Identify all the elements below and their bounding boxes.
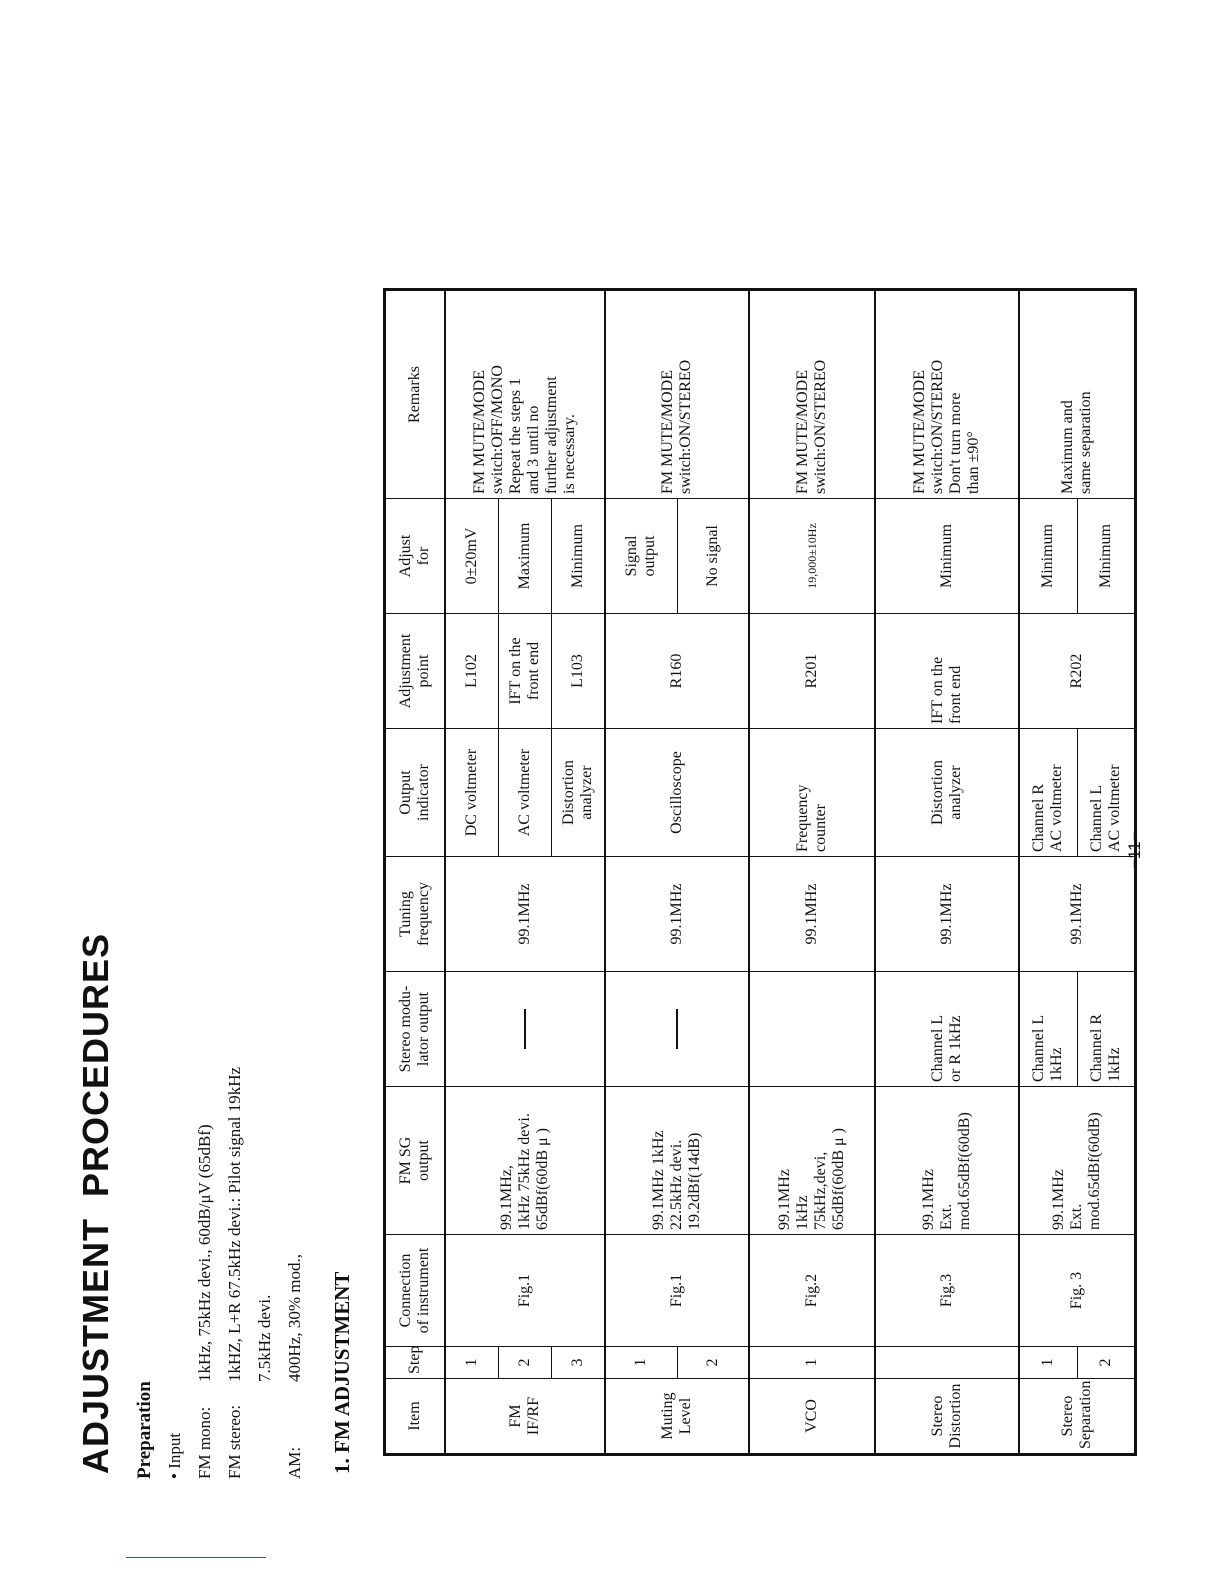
- stereo-mod-cell: Channel L 1kHz: [1019, 972, 1077, 1087]
- adj-point-cell: R202: [1019, 614, 1136, 729]
- item-cell: Stereo Distortion: [875, 1379, 1019, 1455]
- adjust-for-cell: Minimum: [1077, 499, 1135, 614]
- remarks-cell: FM MUTE/MODE switch:ON/STEREO Don't turn more than ±90°: [875, 290, 1019, 499]
- output-cell: Channel L AC voltmeter: [1077, 729, 1135, 857]
- table-row: [875, 290, 1019, 1455]
- output-cell: Distortion analyzer: [875, 729, 1019, 857]
- adj-point-cell: R160: [605, 614, 750, 729]
- fm-sg-cell: 99.1MHz Ext. mod.65dBf(60dB): [1019, 1087, 1136, 1235]
- stereo-mod-cell: [749, 972, 875, 1087]
- output-cell: Frequency counter: [749, 729, 875, 857]
- adjust-for-cell: Signal output: [605, 499, 677, 614]
- tuning-cell: 99.1MHz: [1019, 857, 1136, 972]
- fm-mono-value: 1kHz, 75kHz devi., 60dB/μV (65dBf): [195, 1124, 214, 1382]
- header-row: [385, 290, 445, 1455]
- header-step: Step: [385, 1347, 445, 1379]
- output-cell: AC voltmeter: [498, 729, 551, 857]
- adjust-for-cell: 19,000±10Hz: [749, 499, 875, 614]
- remarks-cell: FM MUTE/MODE switch:ON/STEREO: [749, 290, 875, 499]
- header-fm-sg-output: FM SG output: [385, 1087, 445, 1235]
- header-stereo-modulator: Stereo modu- lator output: [385, 972, 445, 1087]
- header-connection: Connection of instrument: [385, 1235, 445, 1347]
- table-row: [445, 290, 498, 1455]
- adjust-for-cell: Minimum: [1019, 499, 1077, 614]
- item-cell: VCO: [749, 1379, 875, 1455]
- preparation-block: [130, 1067, 310, 1479]
- dash-mark: [524, 1009, 526, 1049]
- step-cell: 1: [749, 1347, 875, 1379]
- header-output-indicator: Output indicator: [385, 729, 445, 857]
- fm-adjustment-table: [383, 288, 1137, 1456]
- header-adjust-for: Adjust for: [385, 499, 445, 614]
- output-cell: Channel R AC voltmeter: [1019, 729, 1077, 857]
- am-row: [280, 1067, 310, 1479]
- am-label: AM:: [285, 1446, 304, 1479]
- connection-cell: Fig. 3: [1019, 1235, 1136, 1347]
- table-row: [605, 290, 677, 1455]
- output-cell: DC voltmeter: [445, 729, 498, 857]
- connection-cell: Fig.1: [445, 1235, 605, 1347]
- section-title: 1. FM ADJUSTMENT: [330, 1271, 354, 1474]
- adj-point-cell: R201: [749, 614, 875, 729]
- step-cell: 1: [1019, 1347, 1077, 1379]
- step-cell: 2: [677, 1347, 749, 1379]
- step-cell: 1: [445, 1347, 498, 1379]
- fm-stereo-row: [220, 1067, 250, 1479]
- stereo-mod-cell: Channel R 1kHz: [1077, 972, 1135, 1087]
- output-cell: Oscilloscope: [605, 729, 750, 857]
- tuning-cell: 99.1MHz: [749, 857, 875, 972]
- adjust-for-cell: Maximum: [498, 499, 551, 614]
- step-cell: 1: [605, 1347, 677, 1379]
- tuning-cell: 99.1MHz: [445, 857, 605, 972]
- fm-stereo-continuation: 7.5kHz devi.: [255, 1294, 274, 1382]
- item-cell: Stereo Separation: [1019, 1379, 1136, 1455]
- input-bullet: • Input: [165, 1432, 184, 1479]
- table-row: [1019, 290, 1077, 1455]
- header-item: Item: [385, 1379, 445, 1455]
- remarks-cell: Maximum and same separation: [1019, 290, 1136, 499]
- adjust-for-cell: 0±20mV: [445, 499, 498, 614]
- step-cell: 2: [1077, 1347, 1135, 1379]
- stereo-mod-cell: [605, 972, 750, 1087]
- adj-point-cell: L103: [551, 614, 604, 729]
- fm-mono-label: FM mono:: [195, 1406, 214, 1479]
- header-remarks: Remarks: [385, 290, 445, 499]
- stereo-mod-cell: Channel L or R 1kHz: [875, 972, 1019, 1087]
- fm-sg-cell: 99.1MHz, 1kHz 75kHz devi. 65dBf(60dB μ ): [445, 1087, 605, 1235]
- adjust-for-cell: Minimum: [551, 499, 604, 614]
- fm-stereo-value: 1kHZ, L+R 67.5kHz devi.: Pilot signal 19kHz: [225, 1066, 244, 1382]
- tuning-cell: 99.1MHz: [605, 857, 750, 972]
- connection-cell: Fig.1: [605, 1235, 750, 1347]
- fm-mono-row: [190, 1067, 220, 1479]
- page-title: ADJUSTMENT PROCEDURES: [75, 932, 116, 1474]
- output-cell: Distortion analyzer: [551, 729, 604, 857]
- tuning-cell: 99.1MHz: [875, 857, 1019, 972]
- page-number: −11−: [1125, 831, 1144, 869]
- am-value: 400Hz, 30% mod.,: [285, 1254, 304, 1382]
- adj-point-cell: L102: [445, 614, 498, 729]
- fm-sg-cell: 99.1MHz Ext. mod.65dBf(60dB): [875, 1087, 1019, 1235]
- header-tuning-frequency: Tuning frequency: [385, 857, 445, 972]
- footer-rule: [126, 1557, 266, 1558]
- remarks-cell: FM MUTE/MODE switch:OFF/MONO Repeat the steps 1 and 3 until no further adjustment is necessary.: [445, 290, 605, 499]
- fm-sg-cell: 99.1MHz 1kHz 75kHz,devi, 65dBf(60dB μ ): [749, 1087, 875, 1235]
- step-cell: [875, 1347, 1019, 1379]
- dash-mark: [676, 1009, 678, 1049]
- remarks-cell: FM MUTE/MODE switch:ON/STEREO: [605, 290, 750, 499]
- connection-cell: Fig.2: [749, 1235, 875, 1347]
- adjust-for-cell: No signal: [677, 499, 749, 614]
- preparation-heading: Preparation: [134, 1381, 155, 1479]
- step-cell: 3: [551, 1347, 604, 1379]
- adj-point-cell: IFT on the front end: [498, 614, 551, 729]
- table-row: [749, 290, 875, 1455]
- stereo-mod-cell: [445, 972, 605, 1087]
- connection-cell: Fig.3: [875, 1235, 1019, 1347]
- item-cell: FM IF/RF: [445, 1379, 605, 1455]
- fm-sg-cell: 99.1MHz 1kHz 22.5kHz devi. 19.2dBf(14dB): [605, 1087, 750, 1235]
- fm-stereo-label: FM stereo:: [225, 1404, 244, 1479]
- step-cell: 2: [498, 1347, 551, 1379]
- adjust-for-cell: Minimum: [875, 499, 1019, 614]
- item-cell: Muting Level: [605, 1379, 750, 1455]
- adj-point-cell: IFT on the front end: [875, 614, 1019, 729]
- header-adjustment-point: Adjustment point: [385, 614, 445, 729]
